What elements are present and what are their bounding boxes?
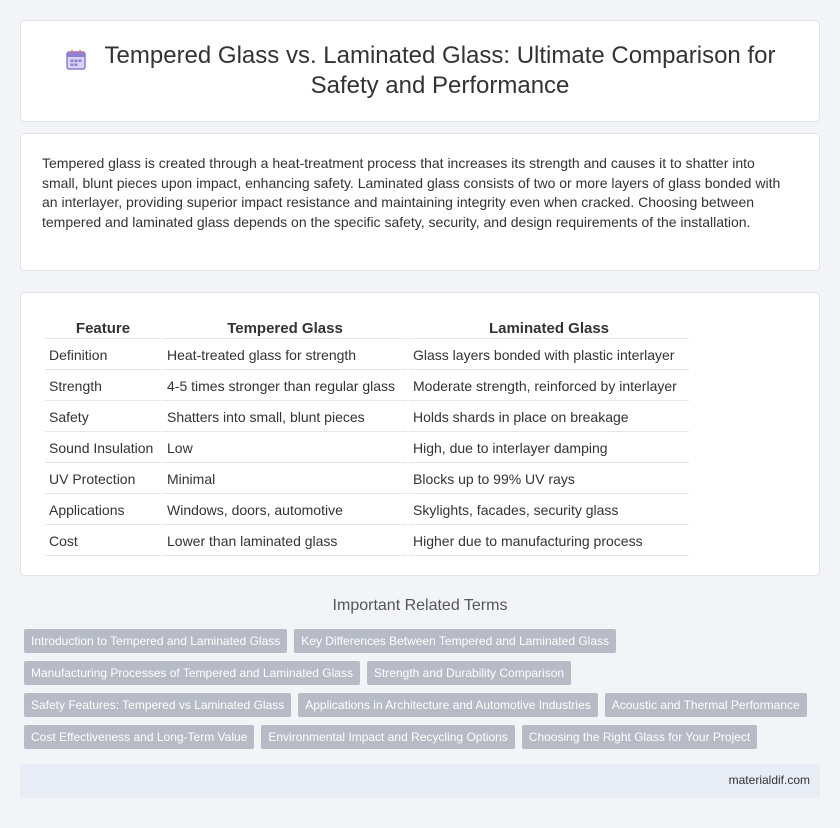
related-terms-list [24, 629, 816, 757]
cell-tempered: Shatters into small, blunt pieces [163, 403, 407, 432]
cell-laminated: Holds shards in place on breakage [409, 403, 689, 432]
table-row [45, 434, 689, 463]
cell-feature: Applications [45, 496, 161, 525]
header-laminated-glass: Laminated Glass [409, 317, 689, 339]
related-term-tag[interactable]: Cost Effectiveness and Long-Term Value [24, 725, 254, 749]
cell-laminated: Skylights, facades, security glass [409, 496, 689, 525]
intro-card [20, 133, 820, 271]
table-row [45, 372, 689, 401]
related-term-tag[interactable]: Introduction to Tempered and Laminated Glass [24, 629, 287, 653]
related-term-tag[interactable]: Manufacturing Processes of Tempered and Laminated Glass [24, 661, 360, 685]
footer-site-name[interactable]: materialdif.com [728, 773, 810, 787]
related-term-tag[interactable]: Safety Features: Tempered vs Laminated Glass [24, 693, 291, 717]
related-term-tag[interactable]: Choosing the Right Glass for Your Project [522, 725, 757, 749]
cell-laminated: Blocks up to 99% UV rays [409, 465, 689, 494]
page-title: Tempered Glass vs. Laminated Glass: Ultimate Comparison for Safety and Performance [104, 42, 776, 99]
table-row [45, 496, 689, 525]
related-term-tag[interactable]: Acoustic and Thermal Performance [605, 693, 807, 717]
cell-laminated: High, due to interlayer damping [409, 434, 689, 463]
cell-feature: Sound Insulation [45, 434, 161, 463]
related-term-tag[interactable]: Strength and Durability Comparison [367, 661, 571, 685]
comparison-table-card [20, 292, 820, 576]
cell-tempered: Low [163, 434, 407, 463]
header-tempered-glass: Tempered Glass [163, 317, 407, 339]
comparison-table [43, 315, 691, 558]
cell-feature: Safety [45, 403, 161, 432]
cell-tempered: Windows, doors, automotive [163, 496, 407, 525]
related-term-tag[interactable]: Key Differences Between Tempered and Laminated Glass [294, 629, 616, 653]
cell-feature: Cost [45, 527, 161, 556]
cell-feature: Definition [45, 341, 161, 370]
cell-laminated: Glass layers bonded with plastic interlayer [409, 341, 689, 370]
table-row [45, 403, 689, 432]
related-terms-heading: Important Related Terms [332, 597, 508, 614]
table-row [45, 465, 689, 494]
header-card [20, 20, 820, 122]
table-row [45, 341, 689, 370]
intro-paragraph: Tempered glass is created through a heat-treatment process that increases its strength and causes it to shatter into small, blunt pieces upon impact, enhancing safety. Laminated glass consists of two or more layers of glass bonded with an interlayer, providing superior impact resistance and maintaining integrity even when cracked. Choosing between tempered and laminated glass depends on the specific safety, security, and design requirements of the installation. [42, 155, 781, 230]
related-term-tag[interactable]: Environmental Impact and Recycling Options [261, 725, 514, 749]
cell-tempered: Heat-treated glass for strength [163, 341, 407, 370]
table-row [45, 527, 689, 556]
footer [20, 764, 820, 798]
cell-laminated: Higher due to manufacturing process [409, 527, 689, 556]
cell-tempered: 4-5 times stronger than regular glass [163, 372, 407, 401]
cell-feature: UV Protection [45, 465, 161, 494]
related-term-tag[interactable]: Applications in Architecture and Automotive Industries [298, 693, 598, 717]
cell-tempered: Lower than laminated glass [163, 527, 407, 556]
cell-feature: Strength [45, 372, 161, 401]
title-wrap [51, 21, 789, 121]
header-feature: Feature [45, 317, 161, 339]
table-header-row [45, 317, 689, 339]
cell-laminated: Moderate strength, reinforced by interlayer [409, 372, 689, 401]
cell-tempered: Minimal [163, 465, 407, 494]
